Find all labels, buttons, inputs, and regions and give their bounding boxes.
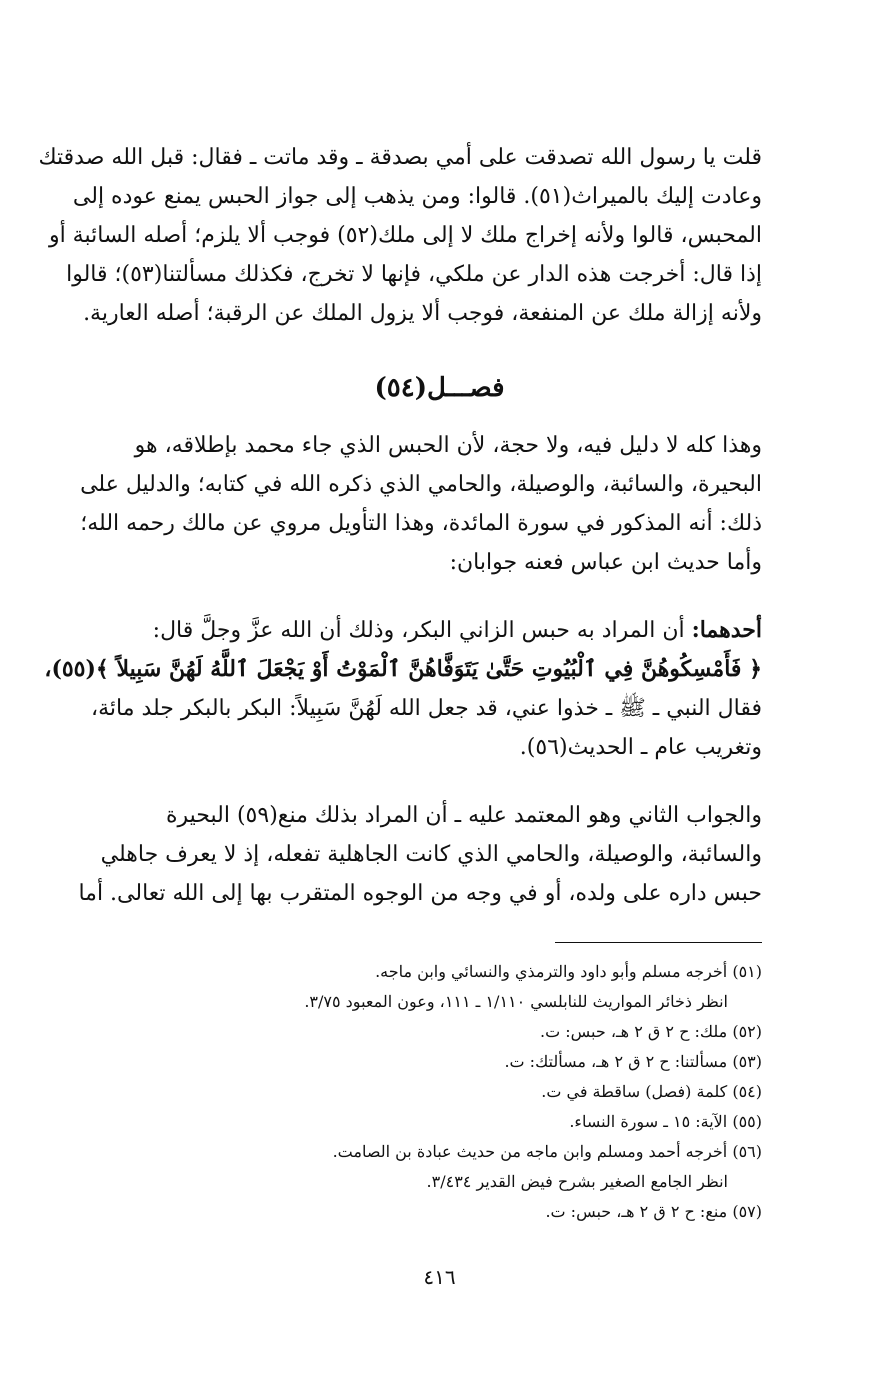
text-run: أن المراد به حبس الزاني البكر، وذلك أن الله عزَّ وجلَّ قال: bbox=[152, 618, 692, 643]
text-line: والسائبة، والوصيلة، والحامي الذي كانت الجاهلية تفعله، إذ لا يعرف جاهلي bbox=[100, 842, 762, 867]
footnote: (٥٦) أخرجه أحمد ومسلم وابن ماجه من حديث عبادة بن الصامت. bbox=[332, 1142, 762, 1161]
text-line: وأما حديث ابن عباس فعنه جوابان: bbox=[449, 550, 762, 575]
text-line: والجواب الثاني وهو المعتمد عليه ـ أن المراد بذلك منع(٥٩) البحيرة bbox=[166, 803, 762, 828]
text-line: وتغريب عام ـ الحديث(٥٦). bbox=[519, 735, 762, 760]
text-line: ولأنه إزالة ملك عن المنفعة، فوجب ألا يزول الملك عن الرقبة؛ أصله العارية. bbox=[83, 301, 762, 326]
footnote-separator bbox=[555, 942, 762, 943]
text-line bbox=[38, 611, 762, 650]
footnotes bbox=[130, 957, 762, 1227]
footnote: (٥٥) الآية: ١٥ ـ سورة النساء. bbox=[569, 1112, 762, 1131]
text-line: فقال النبي ـ ﷺ ـ خذوا عني، قد جعل الله لَهُنَّ سَبِيلاً: البكر بالبكر جلد مائة، bbox=[90, 696, 762, 721]
text-line: المحبس، قالوا ولأنه إخراج ملك لا إلى ملك(٥٢) فوجب ألا يلزم؛ أصله السائبة أو bbox=[48, 223, 762, 248]
section-heading: فصـــل(٥٤) bbox=[374, 373, 505, 403]
text-line: البحيرة، والسائبة، والوصيلة، والحامي الذي ذكره الله في كتابه؛ والدليل على bbox=[80, 472, 762, 497]
text-line: حبس داره على ولده، أو في وجه من الوجوه المتقرب بها إلى الله تعالى. أما bbox=[78, 881, 762, 906]
footnote: (٥١) أخرجه مسلم وأبو داود والترمذي والنسائي وابن ماجه. bbox=[375, 962, 762, 981]
footnote-continuation: انظر ذخائر المواريث للنابلسي ١/١١٠ ـ ١١١، وعون المعبود ٣/٧٥. bbox=[304, 992, 728, 1011]
paragraph-2 bbox=[38, 426, 762, 582]
text-line: إذا قال: أخرجت هذه الدار عن ملكي، فإنها لا تخرج، فكذلك مسألتنا(٥٣)؛ قالوا bbox=[66, 262, 762, 287]
paragraph-4 bbox=[38, 796, 762, 913]
text-line: ذلك: أنه المذكور في سورة المائدة، وهذا التأويل مروي عن مالك رحمه الله؛ bbox=[80, 511, 762, 536]
footnote: (٥٢) ملك: ح ٢ ق ٢ هـ، حبس: ت. bbox=[540, 1022, 762, 1041]
text-line: وعادت إليك بالميراث(٥١). قالوا: ومن يذهب إلى جواز الحبس يمنع عوده إلى bbox=[72, 184, 762, 209]
page-number: ٤١٦ bbox=[423, 1265, 456, 1289]
footnote-continuation: انظر الجامع الصغير بشرح فيض القدير ٣/٤٣٤. bbox=[426, 1172, 728, 1191]
footnote: (٥٣) مسألتنا: ح ٢ ق ٢ هـ، مسألتك: ت. bbox=[504, 1052, 762, 1071]
paragraph-3 bbox=[38, 611, 762, 767]
quran-verse: ﴿ فَأَمْسِكُوهُنَّ فِي ٱلْبُيُوتِ حَتَّىٰ يَتَوَفَّاهُنَّ ٱلْمَوْتُ أَوْ يَجْعَلَ ٱللَّهُ لَهُنَّ سَبِيلاً ﴾(٥٥)، bbox=[44, 656, 762, 682]
text-line: وهذا كله لا دليل فيه، ولا حجة، لأن الحبس الذي جاء محمد بإطلاقه، هو bbox=[134, 433, 762, 458]
text-line: قلت يا رسول الله تصدقت على أمي بصدقة ـ وقد ماتت ـ فقال: قبل الله صدقتك bbox=[38, 145, 762, 170]
footnote: (٥٤) كلمة (فصل) ساقطة في ت. bbox=[541, 1082, 762, 1101]
footnote: (٥٧) منع: ح ٢ ق ٢ هـ، حبس: ت. bbox=[545, 1202, 762, 1221]
paragraph-1 bbox=[38, 138, 762, 333]
lead-word: أحدهما: bbox=[691, 617, 762, 643]
